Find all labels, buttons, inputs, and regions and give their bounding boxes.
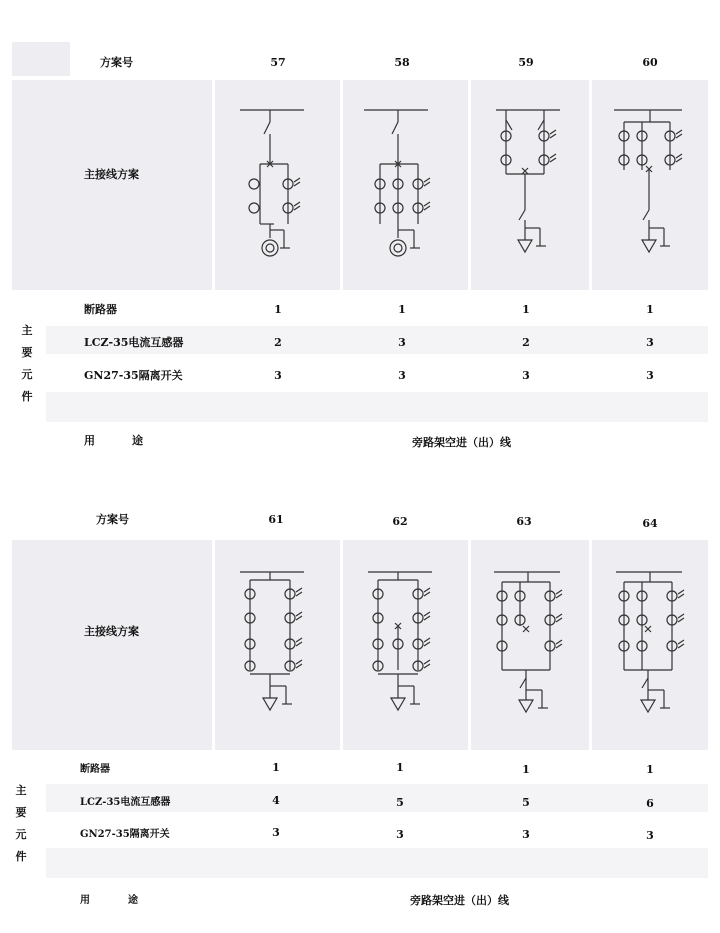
wiring-diagram	[240, 104, 320, 264]
component-count: 1	[398, 303, 406, 316]
component-count: 4	[272, 794, 280, 807]
scheme-number-label: 方案号	[96, 513, 129, 526]
scheme-number: 64	[642, 517, 658, 530]
scheme-number: 62	[392, 515, 408, 528]
wiring-diagram	[364, 104, 444, 264]
row-band	[46, 392, 708, 422]
component-count: 1	[274, 303, 282, 316]
component-name: GN27-35隔离开关	[84, 369, 183, 382]
wiring-diagram	[612, 104, 692, 264]
wiring-diagram	[236, 566, 316, 726]
component-count: 3	[274, 369, 282, 382]
component-count: 1	[646, 303, 654, 316]
component-count: 3	[522, 828, 530, 841]
component-count: 3	[646, 336, 654, 349]
diagram-band	[12, 540, 212, 750]
component-count: 3	[646, 829, 654, 842]
component-count: 3	[398, 369, 406, 382]
component-name: LCZ-35电流互感器	[80, 797, 171, 808]
row-band	[46, 848, 708, 878]
component-count: 5	[522, 796, 530, 809]
header-band	[12, 42, 70, 76]
scheme-number: 59	[518, 56, 534, 69]
scheme-number: 58	[394, 56, 410, 69]
scheme-number-label: 方案号	[100, 56, 133, 69]
component-count: 3	[272, 826, 280, 839]
component-count: 3	[396, 828, 404, 841]
wiring-diagram	[492, 104, 572, 264]
component-name: 断路器	[84, 303, 117, 316]
usage-label: 用	[80, 895, 90, 906]
component-name: GN27-35隔离开关	[80, 829, 170, 840]
component-count: 3	[646, 369, 654, 382]
wiring-diagram	[490, 566, 570, 726]
component-count: 6	[646, 797, 654, 810]
component-count: 1	[522, 303, 530, 316]
component-count: 1	[646, 763, 654, 776]
component-count: 3	[522, 369, 530, 382]
usage-value: 旁路架空进（出）线	[412, 436, 511, 449]
component-count: 2	[522, 336, 530, 349]
component-count: 3	[398, 336, 406, 349]
main-components-label: 主 要 元 件	[15, 784, 27, 863]
scheme-number: 57	[270, 56, 286, 69]
component-count: 1	[396, 761, 404, 774]
diagram-band	[12, 80, 212, 290]
wiring-scheme-label: 主接线方案	[84, 625, 139, 638]
usage-label: 途	[128, 895, 138, 906]
wiring-scheme-label: 主接线方案	[84, 168, 139, 181]
main-components-label: 主 要 元 件	[21, 324, 33, 403]
component-count: 1	[272, 761, 280, 774]
usage-value: 旁路架空进（出）线	[410, 894, 509, 907]
component-name: LCZ-35电流互感器	[84, 336, 184, 349]
wiring-diagram	[364, 566, 444, 726]
component-count: 1	[522, 763, 530, 776]
scheme-number: 63	[516, 515, 532, 528]
scheme-number: 61	[268, 513, 284, 526]
component-count: 5	[396, 796, 404, 809]
component-count: 2	[274, 336, 282, 349]
usage-label: 途	[132, 434, 143, 447]
usage-label: 用	[84, 434, 95, 447]
wiring-diagram	[612, 566, 692, 726]
scheme-number: 60	[642, 56, 658, 69]
component-name: 断路器	[80, 764, 110, 775]
